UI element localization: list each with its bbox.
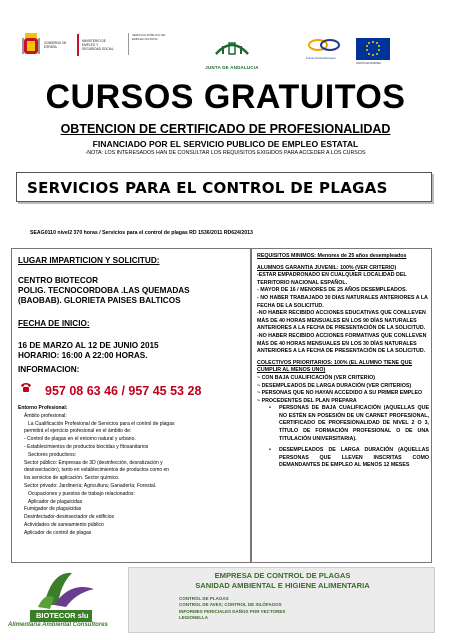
fecha-line: 16 DE MARZO AL 12 DE JUNIO 2015 (18, 341, 159, 350)
fondo-social-logo (306, 38, 350, 62)
fecha-heading: FECHA DE INICIO: (18, 319, 90, 328)
colectivos-item: ~ DESEMPLEADOS DE LARGA DURACIÓN (VER CRITERIOS) (257, 382, 412, 389)
entorno-profesional (18, 405, 250, 538)
junta-text: JUNTA DE ANDALUCIA (205, 65, 259, 70)
bullet-icon: • (269, 405, 271, 412)
bullet-text: DESEMPLEADOS DE LARGA DURACIÓN (AQUELLAS PERSONAS QUE LLEVEN INSCRITAS COMO DEMANDANTES DE EMPLEO AL MENOS 12 MESES (279, 447, 429, 469)
garantia-item: - MAYOR DE 16 / MENORES DE 25 AÑOS DESEMPLEADOS. (257, 287, 408, 294)
nota-text: -NOTA: LOS INTERESADOS HAN DE CONSULTAR LOS REQUISITOS EXIGIDOS PARA ACCEDER A LOS CURSOS (85, 150, 366, 156)
spain-crest-icon (22, 32, 40, 58)
bullet-icon: • (269, 447, 271, 454)
page-subtitle: OBTENCION DE CERTIFICADO DE PROFESIONALIDAD (60, 122, 391, 136)
footer-services (179, 596, 285, 622)
entorno-line: desinsectación), tanto en establecimientos de productos como en (24, 467, 170, 474)
garantia-item: -NO HABER RECIBIDO ACCIONES EDUCATIVAS QUE CONLLEVEN MÁS DE 40 HORAS MENSUALES EN LOS 90 DÍAS NATURALES ANTERIORES A LA FECHA DE PRESENTACIÓN DE LA SOLICITUD. (257, 310, 426, 332)
page-title: CURSOS GRATUITOS (45, 78, 406, 116)
entorno-line: Actividades de saneamiento público (24, 521, 104, 528)
entorno-line: Fumigador de plaguicidas (24, 506, 82, 513)
center-address (18, 276, 248, 306)
service-item: LEGIONELLA (179, 615, 208, 621)
fondo-social-text: Fondo Social Europeo (306, 56, 336, 60)
left-column (11, 248, 251, 563)
service-item: CONTROL DE PLAGAS (179, 596, 229, 601)
garantia-item: -NO HABER RECIBIDO ACCIONES FORMATIVAS QUE CONLLEVEN MÁS DE 40 HORAS MENSUALES EN LOS 30 DÍAS NATURALES ANTERIORES A LA FECHA DE PRESENTACIÓN DE LA SOLICITUD. (257, 332, 427, 355)
sepe-text: SERVICIO PÚBLICO DE EMPLEO ESTATAL (128, 33, 166, 55)
horario-line: HORARIO: 16:00 A 22:00 HORAS. (18, 351, 148, 360)
course-code: SEAG0110 nivel2 370 horas / Servicios para el control de plagas RD 1536/2011 RD624/2013 (30, 230, 253, 236)
lugar-heading: LUGAR IMPARTICION Y SOLICITUD: (18, 256, 160, 265)
entorno-line: La Cualificación Profesional de Servicios para el control de plagas (28, 420, 175, 427)
service-item: INFORMES PERICIALES DAÑOS POR VECTORES (179, 608, 286, 614)
entorno-line: Entorno Profesional: (18, 405, 68, 411)
phone-numbers[interactable]: 957 08 63 46 / 957 45 53 28 (45, 384, 202, 398)
garantia-heading: ALUMNOS GARANTIA JUVENIL: 100% (VER CRITERIO) (257, 264, 397, 271)
financiado-text: FINANCIADO POR EL SERVICIO PUBLICO DE EMPLEO ESTATAL (92, 139, 359, 149)
entorno-line: Desinfectador-desinsectador de edificios (24, 514, 115, 521)
eu-text: UNIÓN EUROPEA (356, 61, 382, 65)
colectivos-item: ~ CON BAJA CUALIFICACIÓN (VER CRITERIO) (257, 374, 375, 381)
center-line: POLIG. TECNOCORDOBA .LAS QUEMADAS (18, 286, 190, 295)
center-line: CENTRO BIOTECOR (18, 276, 99, 285)
center-line: (BAOBAB). GLORIETA PAISES BALTICOS (18, 296, 181, 305)
gobierno-bar (77, 34, 79, 56)
colectivos-item: ~ PERSONAS QUE NO HAYAN ACCEDIDO A SU PRIMER EMPLEO (257, 390, 423, 397)
colectivos-heading: COLECTIVOS PRIORITARIOS: 100% (EL ALUMNO TIENE QUE CUMPLIR AL MENOS UNO) (257, 359, 412, 374)
entorno-line: Aplicador de control de plagas (24, 529, 92, 536)
garantia-item: -ESTAR EMPADRONADO EN CUALQUIER LOCALIDAD DEL TERRITORIO NACIONAL ESPAÑOL. (257, 272, 407, 286)
footer-line1: EMPRESA DE CONTROL DE PLAGAS (214, 571, 351, 580)
service-item: CONTROL DE AVES; CONTROL DE XILÓFAGOS (179, 602, 282, 608)
entorno-line: Aplicador de plaguicidas (28, 498, 83, 505)
entorno-line: - Establecimientos de productos biocidas y fitosanitarios (24, 443, 149, 450)
entorno-line: - Control de plagas en el entorno natural y urbano. (24, 436, 136, 443)
entorno-line: Ámbito profesional: (24, 412, 67, 419)
bullet-item (257, 405, 429, 443)
entorno-line: permitirá el ejercicio profesional en el ámbito de: (24, 428, 132, 435)
entorno-line: los servicios de aplicación. Sector químico. (24, 475, 120, 482)
footer-info-box (128, 567, 435, 633)
entorno-line: Ocupaciones y puestos de trabajo relacionados: (28, 490, 135, 497)
info-heading: INFORMACION: (18, 365, 80, 374)
garantia-item: - NO HABER TRABAJADO 30 DIAS NATURALES ANTERIORES A LA FECHA DE LA SOLICITUD. (257, 294, 428, 309)
footer-line2: SANIDAD AMBIENTAL E HIGIENE ALIMENTARIA (195, 581, 370, 590)
ministerio-text: MINISTERIO DE EMPLEO Y SEGURIDAD SOCIAL (82, 39, 114, 51)
junta-logo (200, 34, 264, 70)
eu-flag-icon (356, 38, 390, 60)
colectivos-item: ~ PROCEDENTES DEL PLAN PREPARA (257, 397, 357, 404)
gobierno-text: GOBIERNO DE ESPAÑA (44, 41, 67, 49)
biotecor-brand: BIOTECOR slu (30, 610, 92, 622)
header-logos (0, 0, 451, 72)
requisitos-heading: REQUISITOS MINIMOS: Menores de 25 años desempleados (257, 253, 407, 259)
service-title-box (16, 172, 432, 202)
phone-icon (20, 382, 32, 392)
requisitos (257, 253, 429, 470)
entorno-line: Sectores productivos: (28, 451, 77, 458)
fechas (18, 341, 248, 361)
bullet-text: PERSONAS DE BAJA CUALIFICACIÓN (AQUELLAS QUE NO ESTÉN EN POSESIÓN DE UN CARNET PROFESIONAL, CERTIFICADO DE PROFESIONALIDAD DE NIVEL 2 O 3, TÍTULO DE FORMACIÓN PROFESIONAL O DE UNA TITULACIÓN UNIVERSITARIA). (279, 405, 429, 442)
right-column (251, 248, 432, 563)
entorno-line: Sector privado: Jardinería; Agricultura; Ganadería; Forestal. (24, 482, 157, 489)
biotecor-tagline: Alimentaria Ambiental Consultores (8, 622, 108, 628)
bullet-item (257, 447, 429, 470)
fse-swoosh-icon (306, 38, 346, 52)
junta-emblem-icon (212, 34, 252, 58)
service-title: SERVICIOS PARA EL CONTROL DE PLAGAS (27, 179, 388, 197)
entorno-line: Sector público: Empresas de 3D (desinfección, desratización y (24, 459, 163, 466)
